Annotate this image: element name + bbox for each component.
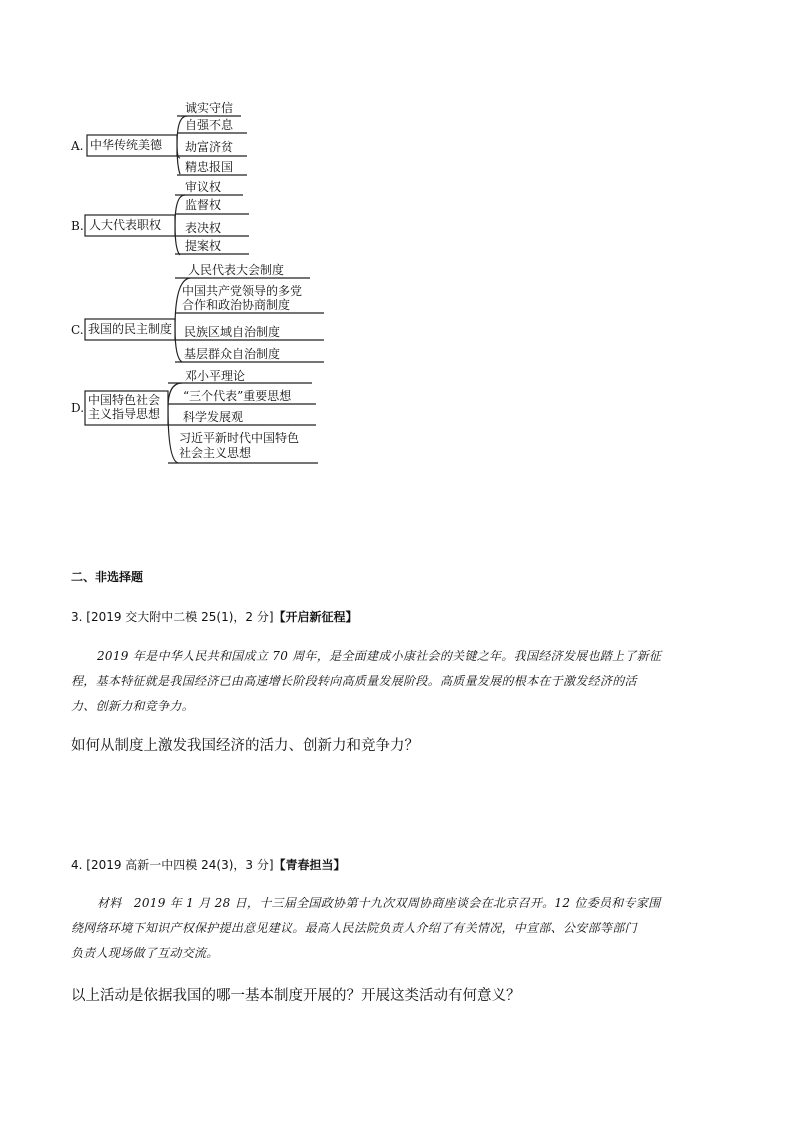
option-d-branch-2: “三个代表”重要思想 (183, 389, 292, 403)
option-c-branch-2: 中国共产党领导的多党 (182, 284, 303, 298)
option-c-letter: C. (71, 323, 84, 337)
q3-source: 3. [2019 交大附中二模 25(1)，2 分] (71, 610, 274, 624)
q4-heading (71, 856, 346, 873)
q4-line-3: 负责人现场做了互动交流。 (71, 946, 219, 960)
option-a-letter: A. (71, 139, 84, 153)
option-c-branch-5: 基层群众自治制度 (184, 347, 281, 361)
option-a-branch-1: 诚实守信 (185, 101, 234, 115)
option-b-branch-2: 监督权 (185, 198, 222, 212)
option-a-branch-2: 自强不息 (185, 118, 234, 132)
option-c-branch-4: 民族区域自治制度 (184, 325, 281, 339)
option-a-branch-4: 精忠报国 (185, 160, 234, 174)
option-d-branch-1: 邓小平理论 (185, 369, 246, 383)
q3-line-3: 力、创新力和竞争力。 (71, 699, 195, 713)
section-title: 二、非选择题 (71, 570, 144, 584)
q4-tag: 【青春担当】 (273, 858, 346, 872)
q4-material (71, 891, 693, 966)
q3-tag: 【开启新征程】 (273, 610, 358, 624)
option-b-center: 人大代表职权 (89, 218, 162, 232)
q3-line-2: 程，基本特征就是我国经济已由高速增长阶段转向高质量发展阶段。高质量发展的根本在于激发经济的活 (71, 674, 637, 688)
option-b-branch-3: 表决权 (185, 221, 222, 235)
option-b-brace (175, 195, 185, 255)
q4-question: 以上活动是依据我国的哪一基本制度开展的？开展这类活动有何意义？ (71, 988, 521, 1004)
option-c-branch-1: 人民代表大会制度 (188, 263, 285, 277)
option-d-branch-3: 科学发展观 (183, 410, 244, 424)
option-d-center-line-1: 中国特色社会 (88, 393, 161, 407)
q3-question: 如何从制度上激发我国经济的活力、创新力和竞争力？ (71, 738, 419, 754)
option-d-center-line-2: 主义指导思想 (88, 407, 161, 421)
q4-line-1: 材料 2019 年 1 月 28 日，十三届全国政协第十九次双周协商座谈会在北京召开。12 位委员和专家围 (97, 896, 661, 910)
option-c-center: 我国的民主制度 (88, 322, 173, 336)
q3-line-1: 2019 年是中华人民共和国成立 70 周年，是全面建成小康社会的关键之年。我国经济发展也踏上了新征 (97, 649, 662, 663)
option-a-center: 中华传统美德 (90, 138, 163, 152)
option-d-branch-4: 习近平新时代中国特色 (179, 431, 300, 445)
option-b-branch-4: 提案权 (185, 239, 222, 253)
option-b-letter: B. (71, 219, 84, 233)
option-d-branch-5: 社会主义思想 (179, 446, 252, 460)
option-b-branch-1: 审议权 (185, 180, 222, 194)
option-a-branch-3: 劫富济贫 (185, 140, 234, 154)
q4-line-2: 绕网络环境下知识产权保护提出意见建议。最高人民法院负责人介绍了有关情况，中宣部、公安部等部门 (71, 921, 637, 935)
q3-material (71, 644, 693, 719)
q4-source: 4. [2019 高新一中四模 24(3)，3 分] (71, 858, 274, 872)
option-d-letter: D. (71, 401, 85, 415)
option-c-branch-3: 合作和政治协商制度 (182, 298, 291, 312)
q3-heading (71, 608, 358, 625)
